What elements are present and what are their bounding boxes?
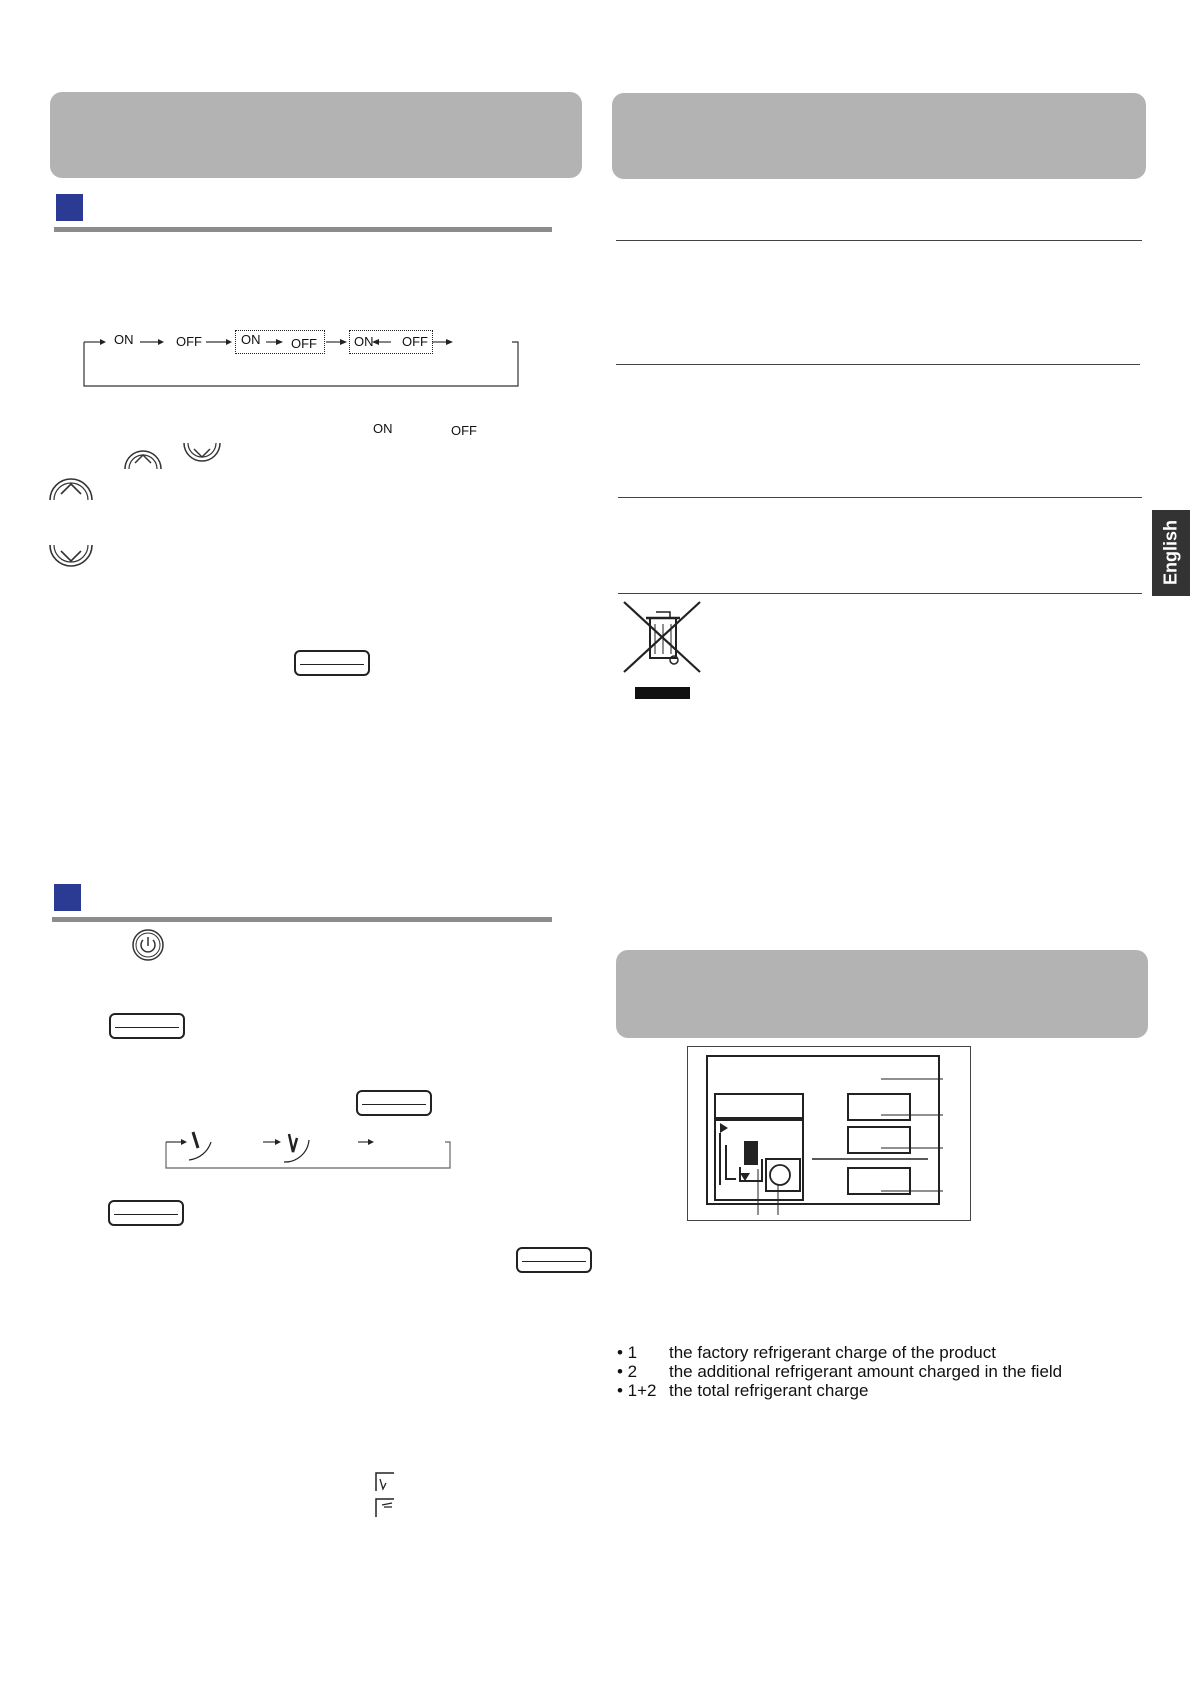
note-key: • 1 <box>617 1343 638 1362</box>
timer-step3-off: OFF <box>291 336 317 351</box>
section-rule-swing <box>52 917 552 922</box>
language-tab-label: English <box>1160 520 1181 586</box>
divider-1 <box>616 240 1142 241</box>
timer-button-icon <box>294 650 370 676</box>
left-header-banner <box>50 92 582 178</box>
timer-sequence-diagram <box>80 324 525 390</box>
timer-step4-off: OFF <box>402 334 428 349</box>
note-text: the factory refrigerant charge of the product <box>669 1343 996 1362</box>
divider-3 <box>618 497 1142 498</box>
swing-confirm-button-icon <box>516 1247 592 1273</box>
timer-step-on: ON <box>114 332 134 347</box>
refrigerant-note-1 <box>617 1343 1062 1362</box>
timer-legend-off: OFF <box>451 423 477 438</box>
language-tab[interactable] <box>1152 510 1190 596</box>
timer-legend-on: ON <box>373 421 393 436</box>
label-leader-lines <box>688 1047 988 1227</box>
right-header-banner <box>612 93 1146 179</box>
note-key: • 2 <box>617 1362 638 1381</box>
down-arrow-button-large-icon <box>48 544 94 576</box>
swing-position-down-icon <box>374 1497 396 1519</box>
swing-sequence-diagram <box>163 1128 453 1170</box>
power-icon <box>131 928 165 962</box>
section-marker-timer <box>56 194 83 221</box>
timer-step3-on: ON <box>241 332 261 347</box>
refrigerant-note-2 <box>617 1362 1062 1381</box>
down-arrow-button-icon <box>181 441 223 471</box>
swing-position-up-icon <box>374 1471 396 1493</box>
timer-step4-on: ON <box>354 334 374 349</box>
section-marker-swing <box>54 884 81 911</box>
divider-2 <box>616 364 1140 365</box>
refrigerant-notes <box>617 1343 1062 1400</box>
fan-button-icon <box>108 1200 184 1226</box>
refrigerant-label-diagram <box>687 1046 971 1221</box>
note-text: the total refrigerant charge <box>669 1381 869 1400</box>
refrigerant-note-3 <box>617 1381 1062 1400</box>
refrigerant-header-banner <box>616 950 1148 1038</box>
section-rule-timer <box>54 227 552 232</box>
note-key: • 1+2 <box>617 1381 657 1400</box>
mode-button-icon <box>109 1013 185 1039</box>
timer-step-off: OFF <box>176 334 202 349</box>
up-arrow-button-large-icon <box>48 469 94 501</box>
divider-4 <box>618 593 1142 594</box>
up-arrow-button-icon <box>122 441 164 471</box>
note-text: the additional refrigerant amount charged in the field <box>669 1362 1063 1381</box>
crossed-bin-icon <box>622 600 704 702</box>
swing-button-icon <box>356 1090 432 1116</box>
